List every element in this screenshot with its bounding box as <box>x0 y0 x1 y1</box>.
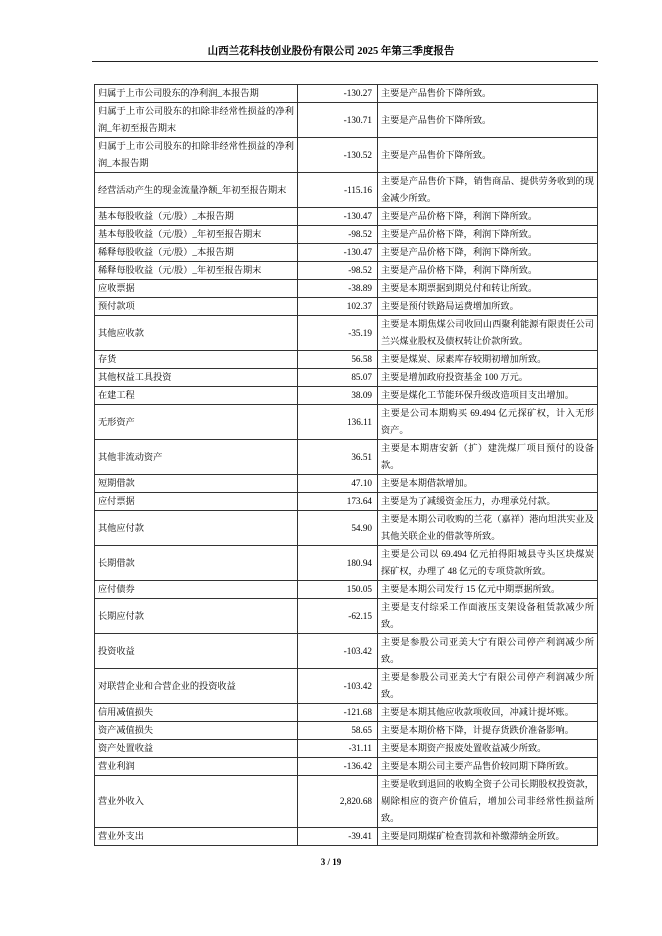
table-row <box>95 387 598 405</box>
change-reason: 主要是煤炭、尿素库存较期初增加所致。 <box>378 351 598 369</box>
change-reason: 主要是本期公司主要产品售价较同期下降所致。 <box>378 758 598 776</box>
item-name: 其他非流动资产 <box>95 440 298 475</box>
item-name: 应付债券 <box>95 581 298 599</box>
change-ratio: -130.52 <box>298 138 378 173</box>
item-name: 投资收益 <box>95 634 298 669</box>
change-reason: 主要是本期公司发行 15 亿元中期票据所致。 <box>378 581 598 599</box>
change-reason: 主要是参股公司亚美大宁有限公司停产利润减少所致。 <box>378 669 598 704</box>
item-name: 长期应付款 <box>95 599 298 634</box>
change-ratio: -31.11 <box>298 740 378 758</box>
item-name: 营业利润 <box>95 758 298 776</box>
table-row <box>95 634 598 669</box>
change-ratio: 58.65 <box>298 722 378 740</box>
change-ratio: 173.64 <box>298 493 378 511</box>
table-row <box>95 722 598 740</box>
table-row <box>95 316 598 351</box>
item-name: 长期借款 <box>95 546 298 581</box>
table-row <box>95 262 598 280</box>
table-row <box>95 493 598 511</box>
item-name: 资产减值损失 <box>95 722 298 740</box>
change-ratio: 54.90 <box>298 511 378 546</box>
change-ratio: -62.15 <box>298 599 378 634</box>
change-reason: 主要是产品售价下降所致。 <box>378 85 598 103</box>
item-name: 归属于上市公司股东的扣除非经常性损益的净利润_年初至报告期末 <box>95 103 298 138</box>
item-name: 应付票据 <box>95 493 298 511</box>
change-ratio: -38.89 <box>298 280 378 298</box>
change-reason: 主要是预付铁路局运费增加所致。 <box>378 298 598 316</box>
change-ratio: 47.10 <box>298 475 378 493</box>
change-ratio: 56.58 <box>298 351 378 369</box>
change-reason: 主要是产品价格下降，利润下降所致。 <box>378 262 598 280</box>
item-name: 资产处置收益 <box>95 740 298 758</box>
table-row <box>95 758 598 776</box>
item-name: 稀释每股收益（元/股）_年初至报告期末 <box>95 262 298 280</box>
table-row <box>95 138 598 173</box>
item-name: 对联营企业和合营企业的投资收益 <box>95 669 298 704</box>
change-reason: 主要是本期其他应收款项收回，冲减计提坏账。 <box>378 704 598 722</box>
change-reason: 主要是本期焦煤公司收回山西聚利能源有限责任公司兰兴煤业股权及债权转让价款所致。 <box>378 316 598 351</box>
change-reason: 主要是参股公司亚美大宁有限公司停产利润减少所致。 <box>378 634 598 669</box>
change-ratio: -39.41 <box>298 828 378 846</box>
item-name: 归属于上市公司股东的扣除非经常性损益的净利润_本报告期 <box>95 138 298 173</box>
table-row <box>95 405 598 440</box>
change-reason: 主要是收到退回的收购全资子公司长期股权投资款，剔除相应的资产价值后，增加公司非经常性损益所致。 <box>378 776 598 828</box>
item-name: 其他应付款 <box>95 511 298 546</box>
change-ratio: -115.16 <box>298 173 378 208</box>
change-ratio: -103.42 <box>298 669 378 704</box>
change-reason: 主要是本期公司收购的兰花（嘉祥）港向坦洪实业及其他关联企业的借款等所致。 <box>378 511 598 546</box>
item-name: 基本每股收益（元/股）_年初至报告期末 <box>95 226 298 244</box>
change-reason: 主要是本期资产报废处置收益减少所致。 <box>378 740 598 758</box>
item-name: 归属于上市公司股东的净利润_本报告期 <box>95 85 298 103</box>
change-ratio: 85.07 <box>298 369 378 387</box>
change-reason: 主要是产品价格下降，利润下降所致。 <box>378 226 598 244</box>
change-ratio: 102.37 <box>298 298 378 316</box>
change-reason: 主要是增加政府投资基金 100 万元。 <box>378 369 598 387</box>
change-ratio: -98.52 <box>298 262 378 280</box>
change-reason: 主要是煤化工节能环保升级改造项目支出增加。 <box>378 387 598 405</box>
change-reason: 主要是产品价格下降，利润下降所致。 <box>378 208 598 226</box>
table-row <box>95 369 598 387</box>
change-reason: 主要是本期借款增加。 <box>378 475 598 493</box>
change-ratio: 180.94 <box>298 546 378 581</box>
item-name: 营业外收入 <box>95 776 298 828</box>
table-row <box>95 351 598 369</box>
table-row <box>95 298 598 316</box>
page-number: 3 / 19 <box>320 857 342 867</box>
table-row <box>95 280 598 298</box>
table-row <box>95 244 598 262</box>
item-name: 无形资产 <box>95 405 298 440</box>
table-row <box>95 173 598 208</box>
table-row <box>95 740 598 758</box>
change-reason: 主要是产品售价下降所致。 <box>378 138 598 173</box>
change-reason: 主要是支付综采工作面液压支架设备租赁款减少所致。 <box>378 599 598 634</box>
item-name: 在建工程 <box>95 387 298 405</box>
table-row <box>95 581 598 599</box>
change-ratio: -130.47 <box>298 244 378 262</box>
table-row <box>95 226 598 244</box>
change-reason: 主要是产品售价下降所致。 <box>378 103 598 138</box>
change-reason: 主要是公司以 69.494 亿元拍得阳城县寺头区块煤炭探矿权，办理了 48 亿元的专项贷款所致。 <box>378 546 598 581</box>
table-row <box>95 828 598 846</box>
table-row <box>95 511 598 546</box>
table-row <box>95 776 598 828</box>
table-row <box>95 669 598 704</box>
item-name: 基本每股收益（元/股）_本报告期 <box>95 208 298 226</box>
change-ratio: -130.71 <box>298 103 378 138</box>
item-name: 营业外支出 <box>95 828 298 846</box>
header-divider <box>92 61 598 62</box>
change-reason: 主要是产品售价下降，销售商品、提供劳务收到的现金减少所致。 <box>378 173 598 208</box>
table-row <box>95 704 598 722</box>
item-name: 经营活动产生的现金流量净额_年初至报告期末 <box>95 173 298 208</box>
item-name: 其他权益工具投资 <box>95 369 298 387</box>
change-ratio: 2,820.68 <box>298 776 378 828</box>
table-row <box>95 85 598 103</box>
change-ratio: -103.42 <box>298 634 378 669</box>
change-reason: 主要是公司本期购买 69.494 亿元探矿权，计入无形资产。 <box>378 405 598 440</box>
change-analysis-table <box>94 84 598 846</box>
change-reason: 主要是同期煤矿检查罚款和补缴滞纳金所致。 <box>378 828 598 846</box>
change-ratio: -98.52 <box>298 226 378 244</box>
item-name: 预付款项 <box>95 298 298 316</box>
table-row <box>95 208 598 226</box>
change-reason: 主要是本期唐安新（扩）建洗煤厂项目预付的设备款。 <box>378 440 598 475</box>
change-ratio: -136.42 <box>298 758 378 776</box>
change-ratio: -130.47 <box>298 208 378 226</box>
item-name: 存货 <box>95 351 298 369</box>
item-name: 其他应收款 <box>95 316 298 351</box>
item-name: 稀释每股收益（元/股）_本报告期 <box>95 244 298 262</box>
change-ratio: 136.11 <box>298 405 378 440</box>
item-name: 信用减值损失 <box>95 704 298 722</box>
item-name: 应收票据 <box>95 280 298 298</box>
table-row <box>95 103 598 138</box>
change-reason: 主要是为了减缓资金压力，办理承兑付款。 <box>378 493 598 511</box>
change-reason: 主要是产品价格下降，利润下降所致。 <box>378 244 598 262</box>
change-ratio: -130.27 <box>298 85 378 103</box>
table-row <box>95 475 598 493</box>
change-ratio: 38.09 <box>298 387 378 405</box>
change-reason: 主要是本期价格下降，计提存货跌价准备影响。 <box>378 722 598 740</box>
change-ratio: -35.19 <box>298 316 378 351</box>
table-row <box>95 440 598 475</box>
table-row <box>95 599 598 634</box>
change-ratio: 150.05 <box>298 581 378 599</box>
report-title: 山西兰花科技创业股份有限公司 2025 年第三季度报告 <box>207 46 455 57</box>
table-row <box>95 546 598 581</box>
change-reason: 主要是本期票据到期兑付和转让所致。 <box>378 280 598 298</box>
change-ratio: -121.68 <box>298 704 378 722</box>
item-name: 短期借款 <box>95 475 298 493</box>
change-ratio: 36.51 <box>298 440 378 475</box>
